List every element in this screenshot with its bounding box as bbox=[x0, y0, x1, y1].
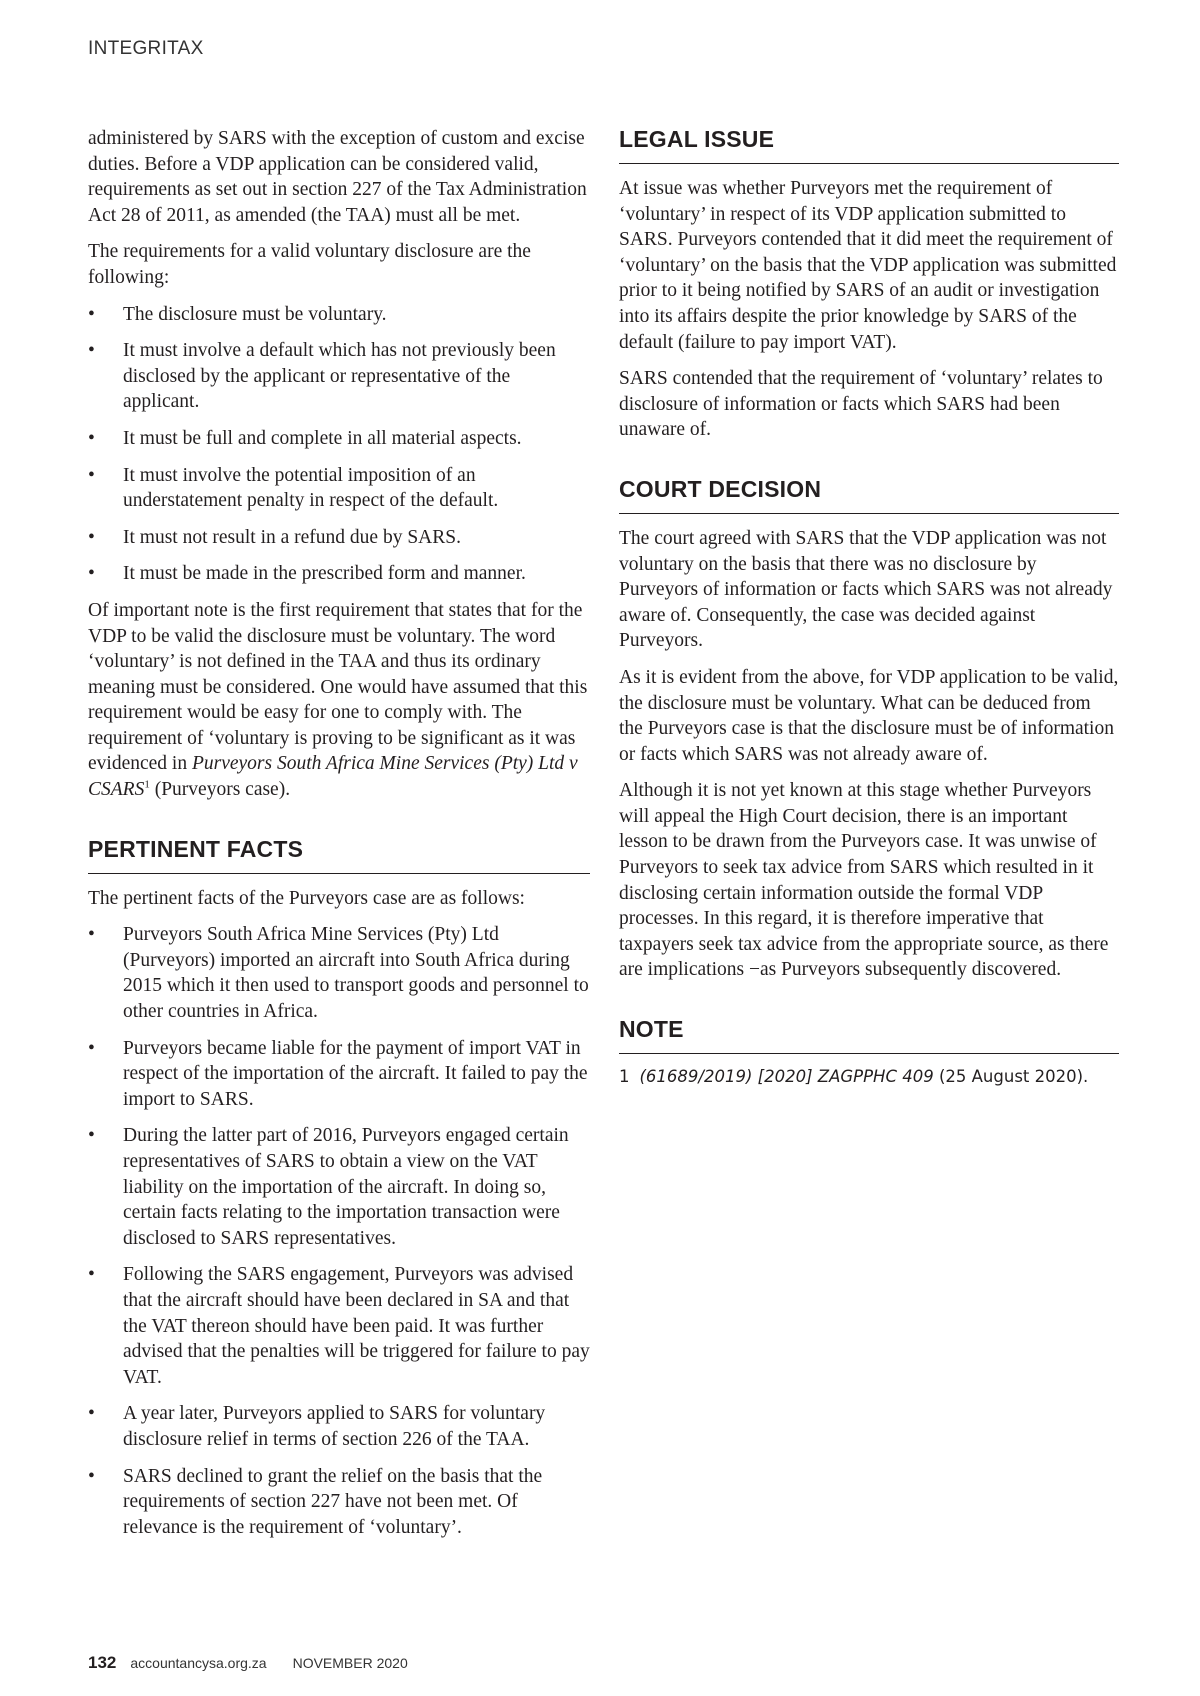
bullet-icon: • bbox=[88, 303, 95, 325]
footnote-citation: (61689/2019) [2020] ZAGPPHC 409 bbox=[639, 1067, 934, 1087]
list-item: • It must involve a default which has not previously been disclosed by the applicant or representative of the applicant. bbox=[88, 340, 556, 413]
intro-paragraph: administered by SARS with the exception of custom and excise duties. Before a VDP application can be considered valid, requirements as set out in section 227 of the Tax Administration Act 28 of 2011, as amended (the TAA) must all be met. bbox=[88, 128, 587, 226]
page-number: 132 bbox=[88, 1653, 117, 1672]
bullet-icon: • bbox=[88, 1037, 95, 1059]
pertinent-facts-intro: The pertinent facts of the Purveyors case are as follows: bbox=[88, 887, 525, 909]
legal-issue-paragraph: At issue was whether Purveyors met the requirement of ‘voluntary’ in respect of its VDP application submitted to SARS. Purveyors contended that it did meet the requirement of ‘voluntary’ on the basis that the VDP application was submitted prior to it being notified by SARS of an audit or investigation into its affairs despite the prior knowledge by SARS of the default (failure to pay import VAT). bbox=[619, 178, 1117, 353]
bullet-icon: • bbox=[88, 1125, 95, 1147]
bullet-icon: • bbox=[88, 464, 95, 486]
list-item: • It must involve the potential imposition of an understatement penalty in respect of the default. bbox=[88, 464, 499, 512]
requirements-list bbox=[88, 302, 590, 587]
bullet-icon: • bbox=[88, 427, 95, 449]
voluntary-note-paragraph: Of important note is the first requirement that states that for the VDP to be valid the disclosure must be voluntary. The word ‘voluntary’ is not defined in the TAA and thus its ordinary meaning must be considered. One would have assumed that this requirement would be easy for one to comply with. The requirement of ‘voluntary is proving to be significant as it was evidenced in Purveyors South Africa Mine Services (Pty) Ltd v CSARS$^1$ (Purveyors case). bbox=[88, 599, 588, 801]
case-name: Purveyors South Africa Mine Services (Pty) Ltd v CSARS bbox=[88, 753, 578, 801]
list-item: • It must be made in the prescribed form and manner. bbox=[88, 561, 590, 587]
list-item: • SARS declined to grant the relief on the basis that the requirements of section 227 have not been met. Of relevance is the requirement of ‘voluntary’. bbox=[88, 1465, 543, 1538]
bullet-icon: • bbox=[88, 1264, 95, 1286]
bullet-icon: • bbox=[88, 526, 95, 548]
facts-list bbox=[88, 922, 590, 1540]
bullet-icon: • bbox=[88, 563, 95, 585]
list-item: • Purveyors South Africa Mine Services (Pty) Ltd (Purveyors) imported an aircraft into South Africa during 2015 which it then used to transport goods and personnel to other countries in Africa. bbox=[88, 924, 589, 1023]
footnote-marker[interactable]: 1 bbox=[144, 778, 150, 791]
list-item: • During the latter part of 2016, Purveyors engaged certain representatives of SARS to obtain a view on the VAT liability on the importation of the aircraft. In doing so, certain facts relating to the importation transaction were disclosed to SARS representatives. bbox=[88, 1125, 569, 1249]
publication-brand: INTEGRITAX bbox=[88, 38, 204, 59]
note-heading: NOTE bbox=[619, 1016, 1119, 1054]
list-item: • The disclosure must be voluntary. bbox=[88, 302, 590, 328]
court-decision-heading: COURT DECISION bbox=[619, 476, 1119, 514]
bullet-icon: • bbox=[88, 340, 95, 362]
court-decision-paragraph: The court agreed with SARS that the VDP application was not voluntary on the basis that there was no disclosure by Purveyors of information or facts which SARS was not already aware of. Consequently, the case was decided against Purveyors. bbox=[619, 527, 1113, 652]
left-column bbox=[88, 126, 590, 1551]
right-column bbox=[619, 126, 1119, 1088]
list-item: • Purveyors became liable for the payment of import VAT in respect of the importation of the aircraft. It failed to pay the import to SARS. bbox=[88, 1037, 588, 1110]
bullet-icon: • bbox=[88, 924, 95, 946]
court-decision-paragraph: Although it is not yet known at this stage whether Purveyors will appeal the High Court decision, there is an important lesson to be drawn from the Purveyors case. It was unwise of Purveyors to seek tax advice from SARS which resulted in it disclosing certain information outside the formal VDP processes. In this regard, it is therefore imperative that taxpayers seek tax advice from the appropriate source, as there are implications −as Purveyors subsequently discovered. bbox=[619, 780, 1109, 981]
website-link[interactable]: accountancysa.org.za bbox=[130, 1655, 267, 1671]
legal-issue-paragraph: SARS contended that the requirement of ‘voluntary’ relates to disclosure of information or facts which SARS had been unaware of. bbox=[619, 368, 1103, 441]
bullet-icon: • bbox=[88, 1403, 95, 1425]
court-decision-paragraph: As it is evident from the above, for VDP application to be valid, the disclosure must be voluntary. What can be deduced from the Purveyors case is that the disclosure must be of information or facts which SARS was not already aware of. bbox=[619, 666, 1119, 765]
footnote-number: 1 bbox=[619, 1067, 630, 1087]
page-footer bbox=[88, 1653, 408, 1673]
legal-issue-heading: LEGAL ISSUE bbox=[619, 126, 1119, 164]
pertinent-facts-heading: PERTINENT FACTS bbox=[88, 836, 590, 874]
list-item: • Following the SARS engagement, Purveyors was advised that the aircraft should have been declared in SA and that the VAT thereon should have been paid. It was further advised that the penalties will be triggered for failure to pay VAT. bbox=[88, 1264, 590, 1388]
requirements-intro: The requirements for a valid voluntary disclosure are the following: bbox=[88, 241, 531, 288]
issue-date: NOVEMBER 2020 bbox=[292, 1655, 408, 1671]
list-item: • A year later, Purveyors applied to SARS for voluntary disclosure relief in terms of section 226 of the TAA. bbox=[88, 1403, 546, 1450]
footnote-entry: 1 (61689/2019) [2020] ZAGPPHC 409 (25 August 2020). bbox=[619, 1067, 1089, 1087]
list-item: • It must not result in a refund due by SARS. bbox=[88, 525, 590, 551]
list-item: • It must be full and complete in all material aspects. bbox=[88, 426, 590, 452]
bullet-icon: • bbox=[88, 1465, 95, 1487]
